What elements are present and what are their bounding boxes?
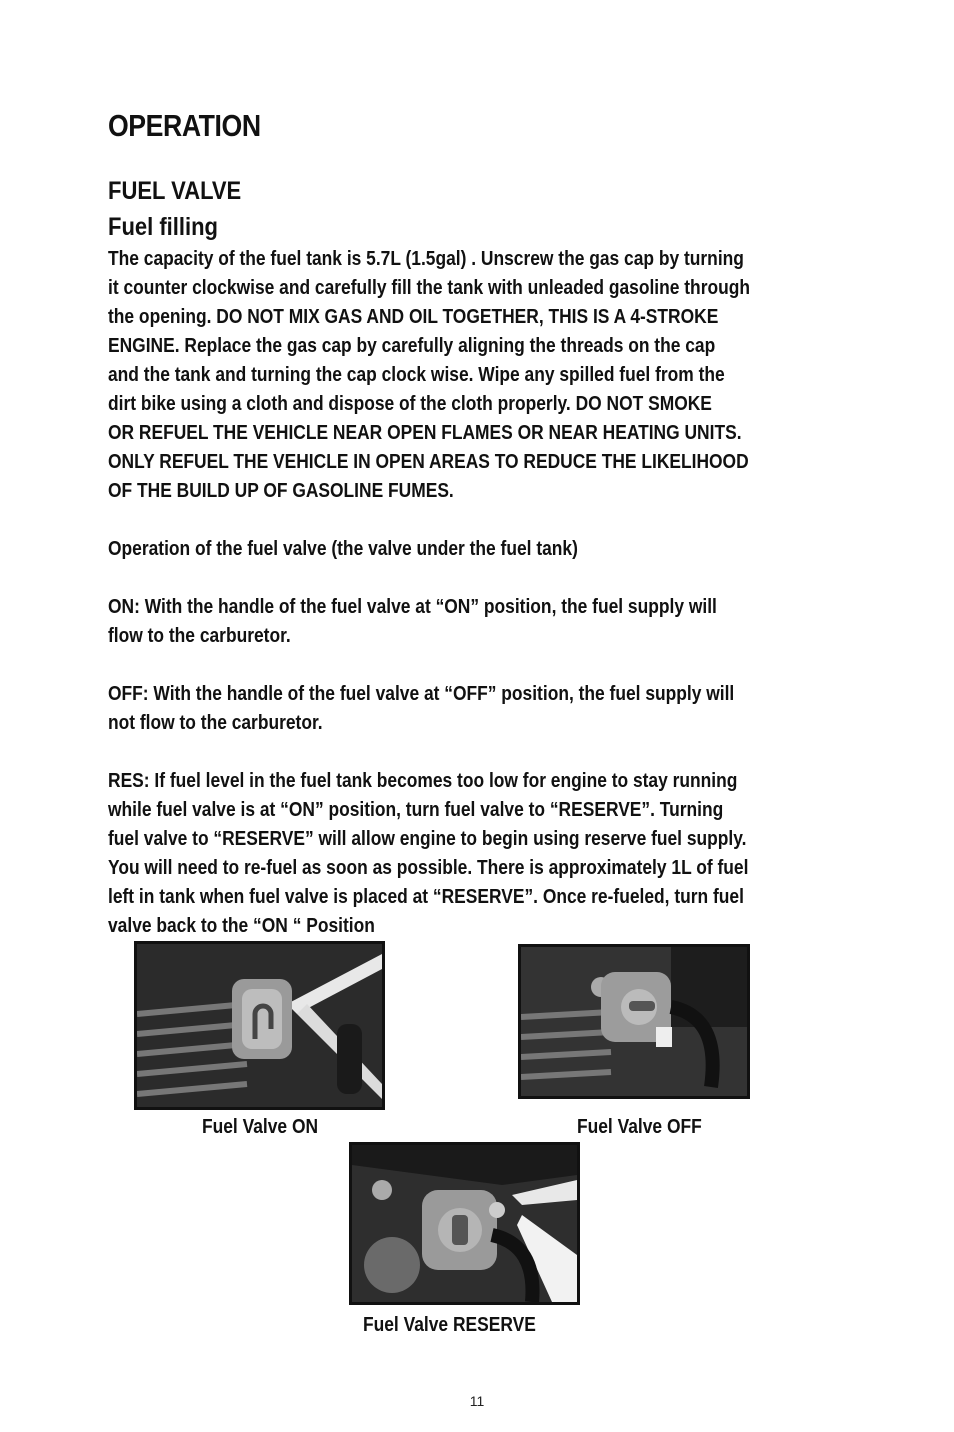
fuel-valve-on-illustration bbox=[137, 944, 382, 1107]
text-line: RES: If fuel level in the fuel tank becomes too low for engine to stay running bbox=[108, 770, 738, 792]
text-line: ON: With the handle of the fuel valve at “ON” position, the fuel supply will bbox=[108, 596, 717, 618]
fuel-valve-on-photo bbox=[134, 941, 385, 1110]
text-line: not flow to the carburetor. bbox=[108, 712, 323, 734]
text-line: OR REFUEL THE VEHICLE NEAR OPEN FLAMES OR NEAR HEATING UNITS. bbox=[108, 422, 742, 444]
text-line: flow to the carburetor. bbox=[108, 625, 291, 647]
text-line: Operation of the fuel valve (the valve under the fuel tank) bbox=[108, 538, 578, 560]
subsection-heading: Fuel filling bbox=[108, 213, 218, 241]
text-line: You will need to re-fuel as soon as possible. There is approximately 1L of fuel bbox=[108, 857, 749, 879]
text-line: it counter clockwise and carefully fill the tank with unleaded gasoline through bbox=[108, 277, 750, 299]
fuel-valve-reserve-photo bbox=[349, 1142, 580, 1305]
section-heading: FUEL VALVE bbox=[108, 177, 242, 205]
text-line: OFF: With the handle of the fuel valve at “OFF” position, the fuel supply will bbox=[108, 683, 735, 705]
fuel-valve-on-caption: Fuel Valve ON bbox=[202, 1116, 319, 1138]
text-line: The capacity of the fuel tank is 5.7L (1.5gal) . Unscrew the gas cap by turning bbox=[108, 248, 744, 270]
paragraph-fuel-filling bbox=[108, 245, 837, 506]
text-line: and the tank and turning the cap clock wise. Wipe any spilled fuel from the bbox=[108, 364, 725, 386]
fuel-valve-reserve-caption: Fuel Valve RESERVE bbox=[363, 1314, 536, 1336]
paragraph-valve-operation bbox=[108, 535, 837, 564]
paragraph-reserve bbox=[108, 767, 837, 941]
text-line: dirt bike using a cloth and dispose of the cloth properly. DO NOT SMOKE bbox=[108, 393, 712, 415]
text-line: ENGINE. Replace the gas cap by carefully aligning the threads on the cap bbox=[108, 335, 716, 357]
fuel-valve-reserve-illustration bbox=[352, 1145, 577, 1302]
paragraph-off bbox=[108, 680, 837, 738]
text-line: ONLY REFUEL THE VEHICLE IN OPEN AREAS TO REDUCE THE LIKELIHOOD bbox=[108, 451, 749, 473]
text-line: left in tank when fuel valve is placed at “RESERVE”. Once re-fueled, turn fuel bbox=[108, 886, 744, 908]
page-number: 11 bbox=[469, 1393, 485, 1409]
text-line: the opening. DO NOT MIX GAS AND OIL TOGETHER, THIS IS A 4-STROKE bbox=[108, 306, 719, 328]
fuel-valve-off-caption: Fuel Valve OFF bbox=[577, 1116, 702, 1138]
fuel-valve-off-illustration bbox=[521, 947, 747, 1096]
text-line: fuel valve to “RESERVE” will allow engine to begin using reserve fuel supply. bbox=[108, 828, 747, 850]
text-line: valve back to the “ON “ Position bbox=[108, 915, 375, 937]
fuel-valve-off-photo bbox=[518, 944, 750, 1099]
text-line: OF THE BUILD UP OF GASOLINE FUMES. bbox=[108, 480, 454, 502]
text-line: while fuel valve is at “ON” position, turn fuel valve to “RESERVE”. Turning bbox=[108, 799, 724, 821]
paragraph-on bbox=[108, 593, 837, 651]
body-text bbox=[108, 245, 837, 941]
page-title: OPERATION bbox=[108, 108, 261, 143]
